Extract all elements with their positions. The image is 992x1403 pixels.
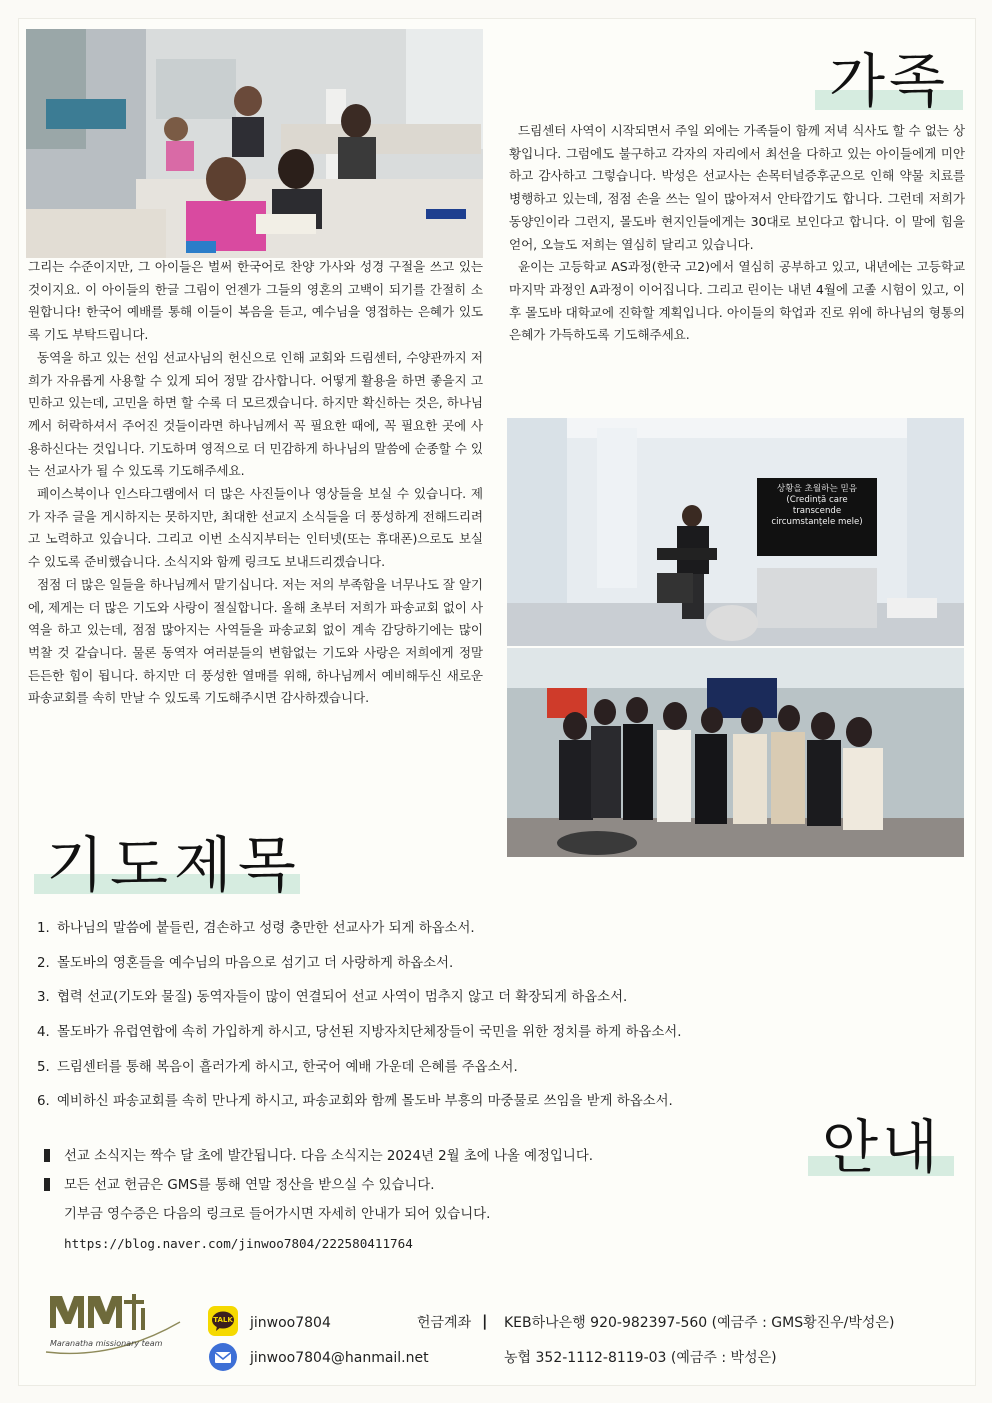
prayer-number: 6. xyxy=(37,1094,50,1110)
prayer-item xyxy=(37,1051,817,1086)
paragraph: 드림센터 사역이 시작되면서 주일 외에는 가족들이 함께 저녁 식사도 할 수 없는 상황입니다. 그럼에도 불구하고 각자의 자리에서 최선을 다하고 있는 아이들에게 미안하고 감사하고 그렇습니다. 박성은 선교사는 손목터널증후군으로 인해 약물 치료를 병행하고 있는데, 점점 손을 쓰는 일이 많아져서 안타깝기도 합니다. 그런데 저희가 동양인이라 그런지, 몰도바 현지인들에게는 30대로 보인다고 합니다. 이 말에 힘을 얻어, 오늘도 저희는 열심히 달리고 있습니다. xyxy=(509,123,965,252)
account-keb: KEB하나은행 920-982397-560 (예금주 : GMS황진우/박성은) xyxy=(504,1315,895,1331)
prayer-text: 몰도바의 영혼들을 예수님의 마음으로 섬기고 더 사랑하게 하옵소서. xyxy=(57,955,454,971)
classroom-photo xyxy=(26,29,483,258)
prayer-number: 2. xyxy=(37,955,50,971)
kakao-id: jinwoo7804 xyxy=(250,1315,331,1331)
left-column-text xyxy=(28,256,483,710)
prayer-number: 5. xyxy=(37,1059,50,1075)
notice-section xyxy=(44,1142,764,1258)
kakaotalk-icon[interactable] xyxy=(208,1306,238,1336)
team-logo xyxy=(44,1282,184,1360)
paragraph: 페이스북이나 인스타그램에서 더 많은 사진들이나 영상들을 보실 수 있습니다. 제가 자주 글을 게시하지는 못하지만, 최대한 선교지 소식들을 더 풍성하게 전해드리려고 노력하고 있습니다. 그리고 이번 소식지부터는 인터넷(또는 휴대폰)으로도 보실 수 있도록 준비했습니다. 소식지와 함께 링크도 보내드리겠습니다. xyxy=(28,486,483,570)
prayer-list xyxy=(37,912,817,1120)
notice-heading-text: 안내 xyxy=(822,1113,943,1181)
slide-title: 상황을 초월하는 믿음 xyxy=(776,484,858,494)
prayer-text: 협력 선교(기도와 물질) 동역자들이 많이 연결되어 선교 사역이 멈추지 않고 더 확장되게 하옵소서. xyxy=(57,990,628,1006)
prayer-text: 드림센터를 통해 복음이 흘러가게 하시고, 한국어 예배 가운데 은혜를 주옵소서. xyxy=(57,1059,518,1075)
right-column-text xyxy=(509,120,965,347)
paragraph: 점점 더 많은 일들을 하나님께서 맡기십니다. 저는 저의 부족함을 너무나도 잘 알기에, 제게는 더 많은 기도와 사랑이 절실합니다. 올해 초부터 저희가 파송교회 없이 사역을 하고 있는데, 점점 많아지는 사역들을 파송교회 없이 계속 감당하기에는 많이 벅찰 것 같습니다. 물론 동역자 여러분들의 변함없는 기도와 사랑은 저희에게 정말 든든한 힘이 됩니다. 하지만 더 풍성한 열매를 위해, 하나님께서 예비해두신 새로운 파송교회를 속히 만날 수 있도록 기도해주시면 감사하겠습니다. xyxy=(28,576,483,706)
email-address[interactable]: jinwoo7804@hanmail.net xyxy=(250,1350,429,1366)
blog-link[interactable]: https://blog.naver.com/jinwoo7804/222580411764 xyxy=(64,1236,413,1251)
worship-photo xyxy=(507,418,964,646)
bullet-icon xyxy=(44,1149,50,1162)
prayer-item xyxy=(37,981,817,1016)
prayer-heading xyxy=(34,822,302,901)
paragraph: 동역을 하고 있는 선임 선교사님의 헌신으로 인해 교회와 드림센터, 수양관까지 저희가 자유롭게 사용할 수 있게 되어 정말 감사합니다. 어떻게 활용을 하면 좋을지 고민하고 있는데, 고민을 하면 할 수록 더 모르겠습니다. 하지만 확신하는 것은, 하나님께서 허락하셔서 주어진 것들이라면 하나님께서 꼭 필요한 때에, 꼭 필요한 곳에 사용하신다는 것입니다. 기도하며 영적으로 더 민감하게 하나님의 말씀에 순종할 수 있는 선교사가 될 수 있도록 기도해주세요. xyxy=(28,349,483,479)
prayer-item xyxy=(37,1016,817,1051)
prayer-heading-text: 기도제목 xyxy=(46,831,302,901)
notice-text: 선교 소식지는 짝수 달 초에 발간됩니다. 다음 소식지는 2024년 2월 초에 나올 예정입니다. xyxy=(64,1149,594,1164)
prayer-item xyxy=(37,1085,817,1120)
account-label: 헌금계좌 xyxy=(417,1315,472,1331)
prayer-text: 예비하신 파송교회를 속히 만나게 하시고, 파송교회와 함께 몰도바 부흥의 마중물로 쓰임을 받게 하옵소서. xyxy=(57,1094,673,1110)
notice-row xyxy=(44,1142,764,1171)
logo-text: Maranatha missionary team xyxy=(50,1339,163,1348)
bullet-icon xyxy=(44,1178,50,1191)
prayer-item xyxy=(37,947,817,982)
family-heading xyxy=(815,38,963,115)
prayer-item xyxy=(37,912,817,947)
account-nh: 농협 352-1112-8119-03 (예금주 : 박성은) xyxy=(504,1350,777,1366)
prayer-text: 몰도바가 유럽연합에 속히 가입하게 하시고, 당선된 지방자치단체장들이 국민을 위한 정치를 하게 하옵소서. xyxy=(57,1025,682,1041)
notice-row xyxy=(44,1171,764,1200)
account-separator: | xyxy=(482,1312,488,1330)
group-photo xyxy=(507,648,964,857)
prayer-number: 4. xyxy=(37,1025,50,1041)
mail-icon[interactable] xyxy=(208,1342,238,1372)
prayer-text: 하나님의 말씀에 붙들린, 겸손하고 성령 충만한 선교사가 되게 하옵소서. xyxy=(57,921,475,936)
notice-text: 기부금 영수증은 다음의 링크로 들어가시면 자세히 안내가 되어 있습니다. xyxy=(64,1207,491,1222)
family-heading-text: 가족 xyxy=(829,47,950,115)
kakao-badge-text: TALK xyxy=(213,1316,233,1324)
slide-line: (Credință care xyxy=(786,495,848,505)
notice-text: 모든 선교 헌금은 GMS를 통해 연말 정산을 받으실 수 있습니다. xyxy=(64,1178,435,1193)
paragraph: 그리는 수준이지만, 그 아이들은 벌써 한국어로 찬양 가사와 성경 구절을 쓰고 있는 것이지요. 이 아이들의 한글 그림이 언젠가 그들의 영혼의 고백이 되기를 간절히 소원합니다! 한국어 예배를 통해 이들이 복음을 듣고, 예수님을 영접하는 은혜가 있도록 기도 부탁드립니다. xyxy=(28,259,483,343)
notice-row xyxy=(44,1229,764,1258)
slide-line: circumstanțele mele) xyxy=(771,517,863,527)
prayer-number: 1. xyxy=(37,921,50,936)
notice-row xyxy=(44,1200,764,1229)
prayer-number: 3. xyxy=(37,990,50,1006)
slide-line: transcende xyxy=(792,506,842,516)
notice-heading xyxy=(808,1106,954,1181)
paragraph: 윤이는 고등학교 AS과정(한국 고2)에서 열심히 공부하고 있고, 내년에는 고등학교 마지막 과정인 A과정이 이어집니다. 그리고 린이는 내년 4월에 고졸 시험이 있고, 이후 몰도바 대학교에 진학할 계획입니다. 아이들의 학업과 진로 위에 하나님의 형통의 은혜가 가득하도록 기도해주세요. xyxy=(509,259,965,343)
